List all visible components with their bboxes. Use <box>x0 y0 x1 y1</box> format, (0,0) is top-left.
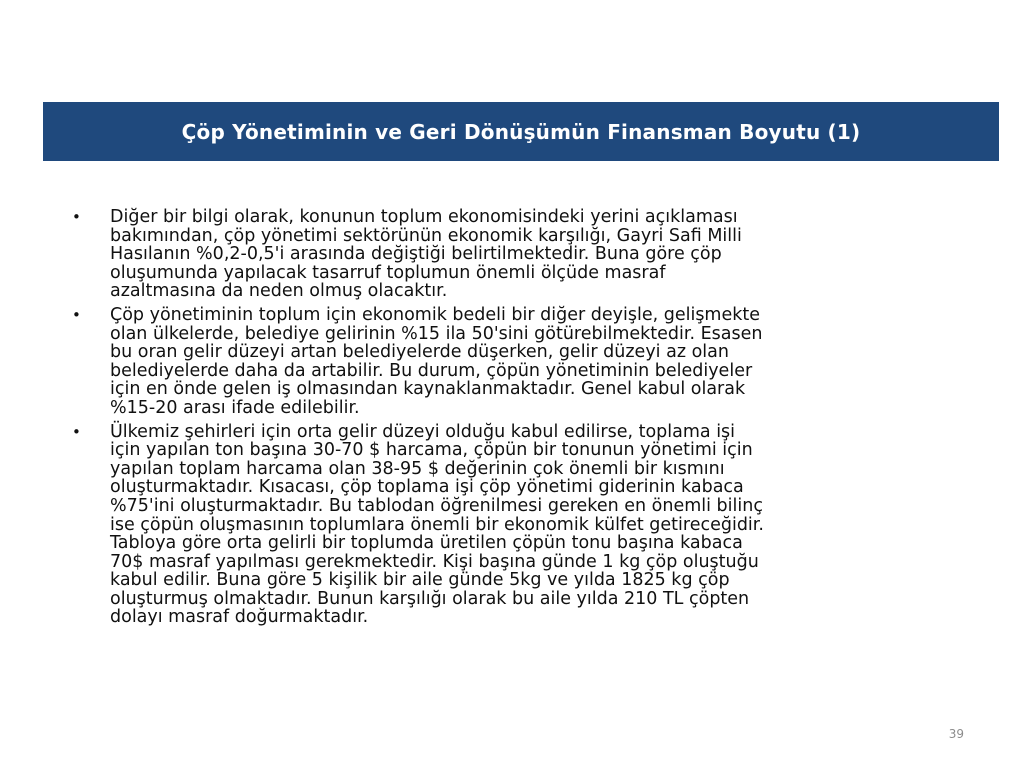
bullet-text-line: Çöp yönetiminin toplum için ekonomik bedeli bir diğer deyişle, gelişmekte <box>110 304 761 325</box>
bullet-text-line: dolayı masraf doğurmaktadır. <box>110 607 369 628</box>
bullet-text-line: oluşumunda yapılacak tasarruf toplumun önemli ölçüde masraf <box>110 262 666 283</box>
bullet-text-line: Ülkemiz şehirleri için orta gelir düzeyi olduğu kabul edilirse, toplama işi <box>110 421 736 442</box>
bullet-text-line: için en önde gelen iş olmasından kaynaklanmaktadır. Genel kabul olarak <box>110 379 746 400</box>
bullet-text-line: bu oran gelir düzeyi artan belediyelerde düşerken, gelir düzeyi az olan <box>110 342 729 363</box>
bullet-text-line: Tabloya göre orta gelirli bir toplumda üretilen çöpün tonu başına kabaca <box>110 533 743 554</box>
bullet-text-line: ise çöpün oluşmasının toplumlara önemli bir ekonomik külfet getireceğidir. <box>110 514 764 535</box>
bullet-text-line: için yapılan ton başına 30-70 $ harcama, çöpün bir tonunun yönetimi için <box>110 440 753 461</box>
bullet-text-line: 70$ masraf yapılması gerekmektedir. Kişi başına günde 1 kg çöp oluştuğu <box>110 551 759 572</box>
bullet-icon: • <box>72 305 81 324</box>
title-bar <box>43 102 999 161</box>
bullet-text-line: yapılan toplam harcama olan 38-95 $ değerinin çok önemli bir kısmını <box>110 458 725 479</box>
bullet-item <box>70 423 970 628</box>
bullet-text-line: belediyelerde daha da artabilir. Bu durum, çöpün yönetiminin belediyeler <box>110 360 753 381</box>
bullet-text-line: Hasılanın %0,2-0,5'i arasında değiştiği belirtilmektedir. Buna göre çöp <box>110 244 722 265</box>
bullet-text-line: olan ülkelerde, belediye gelirinin %15 ila 50'sini götürebilmektedir. Esasen <box>110 323 763 344</box>
bullet-text-line: oluşturmuş olmaktadır. Bunun karşılığı olarak bu aile yılda 210 TL çöpten <box>110 588 750 609</box>
page-number: 39 <box>948 727 964 741</box>
bullet-text-line: azaltmasına da neden olmuş olacaktır. <box>110 281 448 302</box>
bullet-list <box>70 208 970 632</box>
bullet-text-line: %75'ini oluşturmaktadır. Bu tablodan öğrenilmesi gereken en önemli bilinç <box>110 495 763 516</box>
bullet-text-line: oluşturmaktadır. Kısacası, çöp toplama işi çöp yönetimi giderinin kabaca <box>110 477 744 498</box>
slide-title: Çöp Yönetiminin ve Geri Dönüşümün Finansman Boyutu (1) <box>181 119 861 144</box>
bullet-text-line: %15-20 arası ifade edilebilir. <box>110 397 360 418</box>
bullet-icon: • <box>72 208 81 226</box>
bullet-text-line: Diğer bir bilgi olarak, konunun toplum ekonomisindeki yerini açıklaması <box>110 207 738 227</box>
bullet-text-line: kabul edilir. Buna göre 5 kişilik bir aile günde 5kg ve yılda 1825 kg çöp <box>110 570 730 591</box>
bullet-item <box>70 306 970 418</box>
bullet-text-line: bakımından, çöp yönetimi sektörünün ekonomik karşılığı, Gayri Safi Milli <box>110 225 742 246</box>
bullet-icon: • <box>72 422 81 441</box>
bullet-item <box>70 208 970 301</box>
